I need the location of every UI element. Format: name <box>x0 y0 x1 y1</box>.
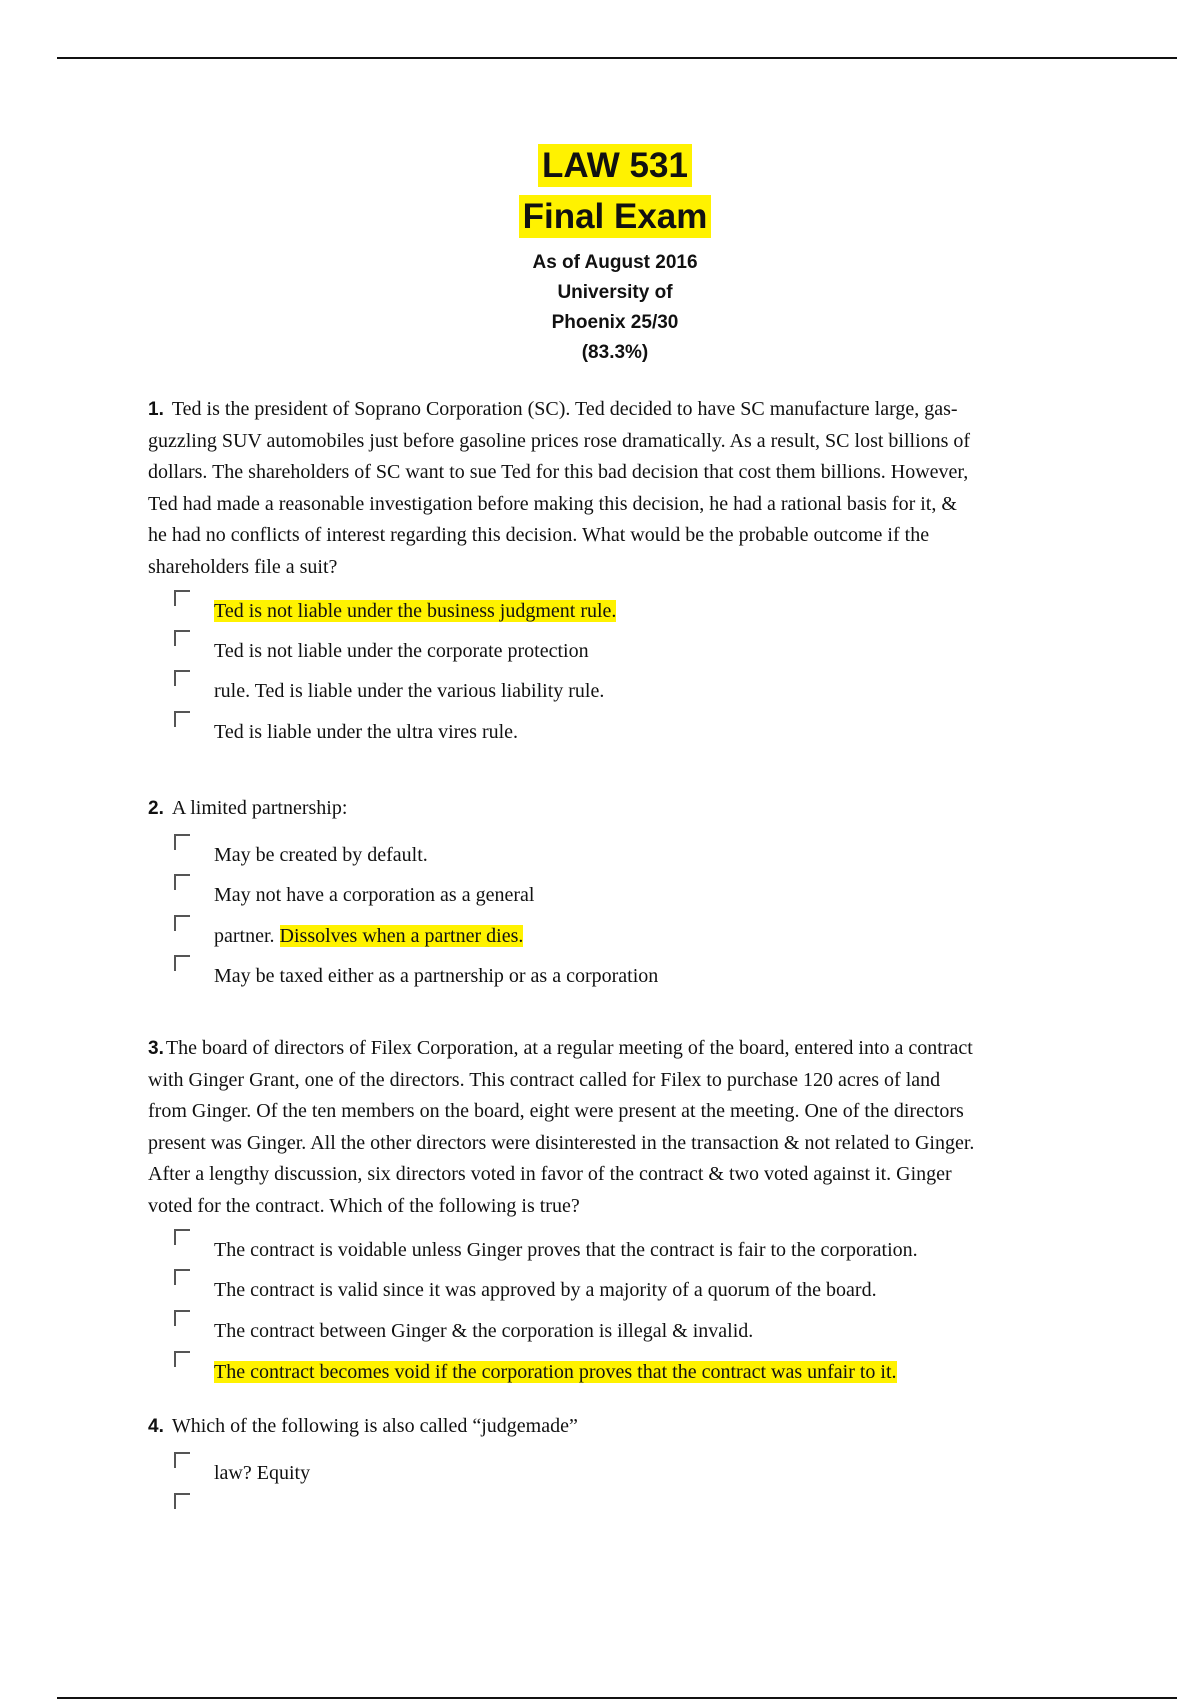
top-rule <box>57 57 1177 59</box>
highlighted-answer: The contract becomes void if the corporation proves that the contract was unfair to it. <box>214 1361 897 1383</box>
checkbox-icon[interactable] <box>174 874 190 890</box>
checkbox-icon[interactable] <box>174 711 190 727</box>
checkbox-icon[interactable] <box>174 1452 190 1468</box>
checkbox-icon[interactable] <box>174 1493 190 1509</box>
exam-header <box>0 148 1200 368</box>
checkbox-icon[interactable] <box>174 834 190 850</box>
course-title: LAW 531 <box>0 148 1200 183</box>
exam-subtitle: As of August 2016 University of Phoenix 25/30 (83.3%) <box>532 252 698 363</box>
checkbox-icon[interactable] <box>174 1310 190 1326</box>
bottom-rule <box>57 1697 1177 1699</box>
checkbox-icon[interactable] <box>174 1269 190 1285</box>
highlighted-answer: Ted is not liable under the business judgment rule. <box>214 600 617 622</box>
checkbox-icon[interactable] <box>174 915 190 931</box>
question-1-text: 1. Ted is the president of Soprano Corporation (SC). Ted decided to have SC manufacture large, gas- guzzling SUV automobiles just before gasoline prices rose dramatically. As a result, SC lost billions of dollars. The shareholders of SC want to sue Ted for this bad decision that cost them billions. However, Ted had made a reasonable investigation before making this decision, he had a rational basis for it, & he had no conflicts of interest regarding this decision. What would be the probable outcome if the shareholders file a suit? <box>148 398 971 578</box>
question-3-text: 3. The board of directors of Filex Corporation, at a regular meeting of the board, entered into a contract with Ginger Grant, one of the directors. This contract called for Filex to purchase 120 acres of land from Ginger. Of the ten members on the board, eight were present at the meeting. One of the directors present was Ginger. All the other directors were disinterested in the transaction & not related to Ginger. After a lengthy discussion, six directors voted in favor of the contract & two voted against it. Ginger voted for the contract. Which of the following is true? <box>148 1037 975 1217</box>
question-2-text: 2. A limited partnership: <box>148 797 348 819</box>
checkbox-icon[interactable] <box>174 630 190 646</box>
checkbox-icon[interactable] <box>174 670 190 686</box>
highlighted-answer: Dissolves when a partner dies. <box>279 925 524 947</box>
checkbox-icon[interactable] <box>174 1351 190 1367</box>
question-4-text: 4. Which of the following is also called “judgemade” <box>148 1415 578 1437</box>
checkbox-icon[interactable] <box>174 590 190 606</box>
exam-title: Final Exam <box>0 199 1200 234</box>
checkbox-icon[interactable] <box>174 1229 190 1245</box>
checkbox-icon[interactable] <box>174 955 190 971</box>
